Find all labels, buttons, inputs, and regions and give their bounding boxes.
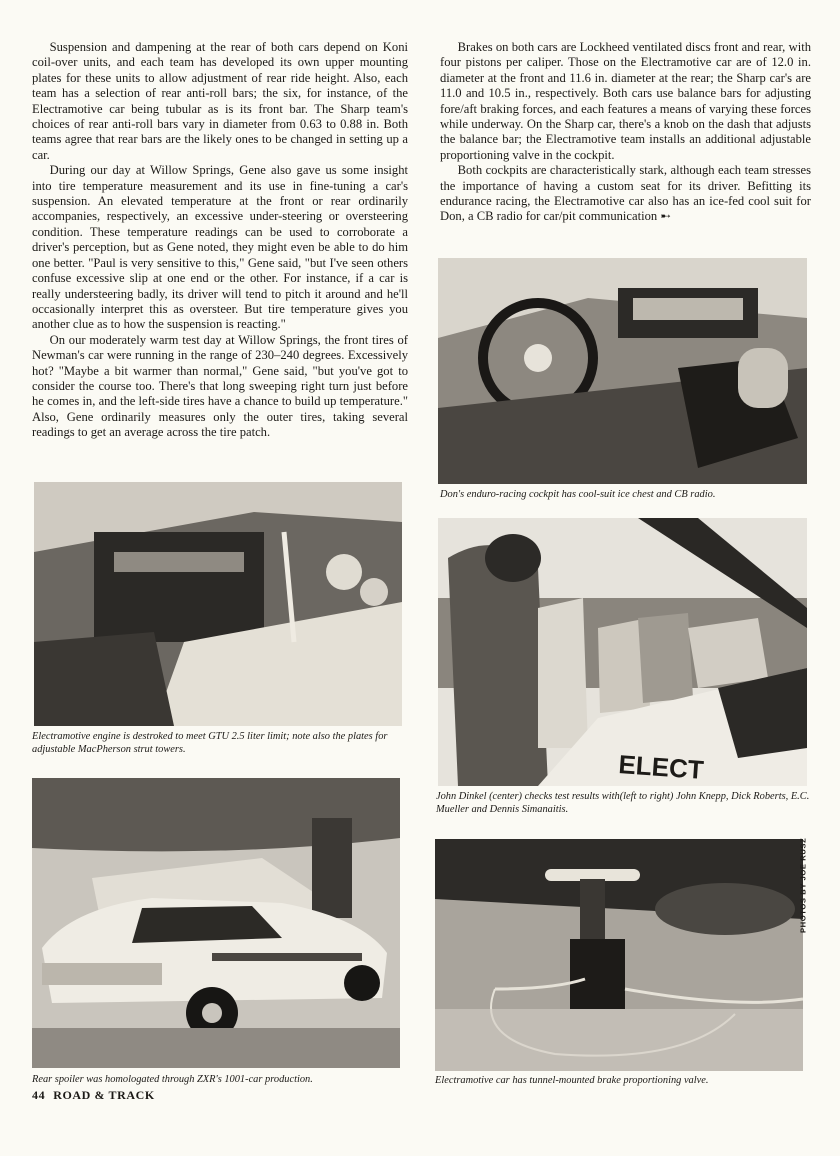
left-text-column bbox=[32, 40, 408, 441]
paragraph: Brakes on both cars are Lockheed ventilated discs front and rear, with four pistons per caliper. Those on the Electramotive car are of 12.0 in. diameter at the front and 11.6 in. diameter at the rear; the Sharp car's are 11.0 and 10.5 in., respectively. Both cars use balance bars for adjusting fore/aft braking forces, and each features a means of varying these forces while underway. On the Sharp car, there's a knob on the dash that adjusts the balance bar; the Electramotive team installs an additional adjustable proportioning valve in the cockpit. bbox=[440, 40, 811, 162]
crew-photo bbox=[438, 518, 807, 786]
continue-arrow-icon: ➸ bbox=[660, 209, 671, 224]
engine-photo bbox=[34, 482, 402, 726]
cars-photo bbox=[32, 778, 400, 1068]
cars-caption: Rear spoiler was homologated through ZXR's 1001-car production. bbox=[32, 1074, 313, 1085]
valve-caption: Electramotive car has tunnel-mounted brake proportioning valve. bbox=[435, 1075, 709, 1086]
valve-photo bbox=[435, 839, 803, 1071]
paragraph: Suspension and dampening at the rear of both cars depend on Koni coil-over units, and each team has developed its own upper mounting plates for these units to allow adjustment of rear ride height. Also, each team has a selection of rear anti-roll bars; the six, for instance, of the Electramotive car being tubular as is its front bar. The Sharp team's choices of rear anti-roll bars vary in diameter from 0.63 to 0.88 in. Both teams agree that rear bars are the likely ones to be changed in setting up a car. bbox=[32, 40, 408, 162]
crew-caption: John Dinkel (center) checks test results with(left to right) John Knepp, Dick Roberts, E.C. Mueller and Dennis Simanaitis. bbox=[436, 791, 810, 815]
paragraph: During our day at Willow Springs, Gene also gave us some insight into tire temperature measurement and its use in fine-tuning a car's suspension. An elevated temperature at the front or rear ordinarily accompanies, respectively, an excessive under-steering or oversteering condition. These temperature readings can be used to corroborate a driver's perception, but as Gene noted, they might even be able to do him one better. "Paul is very sensitive to this," Gene said, "but I've seen others confuse excessive slip at one end or the other. For instance, if a car is really understeering badly, its driver will tend to pitch it around and he'll occasionally interpret this as oversteer. But tire temperature gives you another clue as to how the suspension is reacting." bbox=[32, 163, 408, 332]
svg-text:ELECT: ELECT bbox=[617, 749, 705, 785]
paragraph-text: Both cockpits are characteristically stark, although each team stresses the importance of having a custom seat for its driver. Befitting its endurance racing, the Electramotive car also has an ice-fed cool suit for Don, a CB radio for car/pit communication bbox=[440, 163, 811, 224]
photo-credit: PHOTOS BY JOE RUSZ bbox=[798, 837, 808, 933]
cockpit-photo bbox=[438, 258, 807, 484]
page-number: 44 bbox=[32, 1088, 46, 1102]
cockpit-caption: Don's enduro-racing cockpit has cool-suit ice chest and CB radio. bbox=[440, 489, 716, 500]
paragraph bbox=[440, 163, 811, 225]
magazine-name: ROAD & TRACK bbox=[53, 1088, 155, 1102]
page-folio bbox=[32, 1088, 155, 1103]
right-text-column bbox=[440, 40, 811, 225]
paragraph: On our moderately warm test day at Willow Springs, the front tires of Newman's car were running in the range of 230–240 degrees. Excessively hot? "Maybe a bit warmer than normal," Gene said, "but you've got to consider the course too. There's that long sweeping right turn just before he comes in, and the left-side tires have a chance to build up temperature." Also, Gene ordinarily measures only the outer tires, taking several readings to get an average across the tire patch. bbox=[32, 332, 408, 440]
engine-caption: Electramotive engine is destroked to meet GTU 2.5 liter limit; note also the plates for adjustable MacPherson strut towers. bbox=[32, 731, 388, 755]
